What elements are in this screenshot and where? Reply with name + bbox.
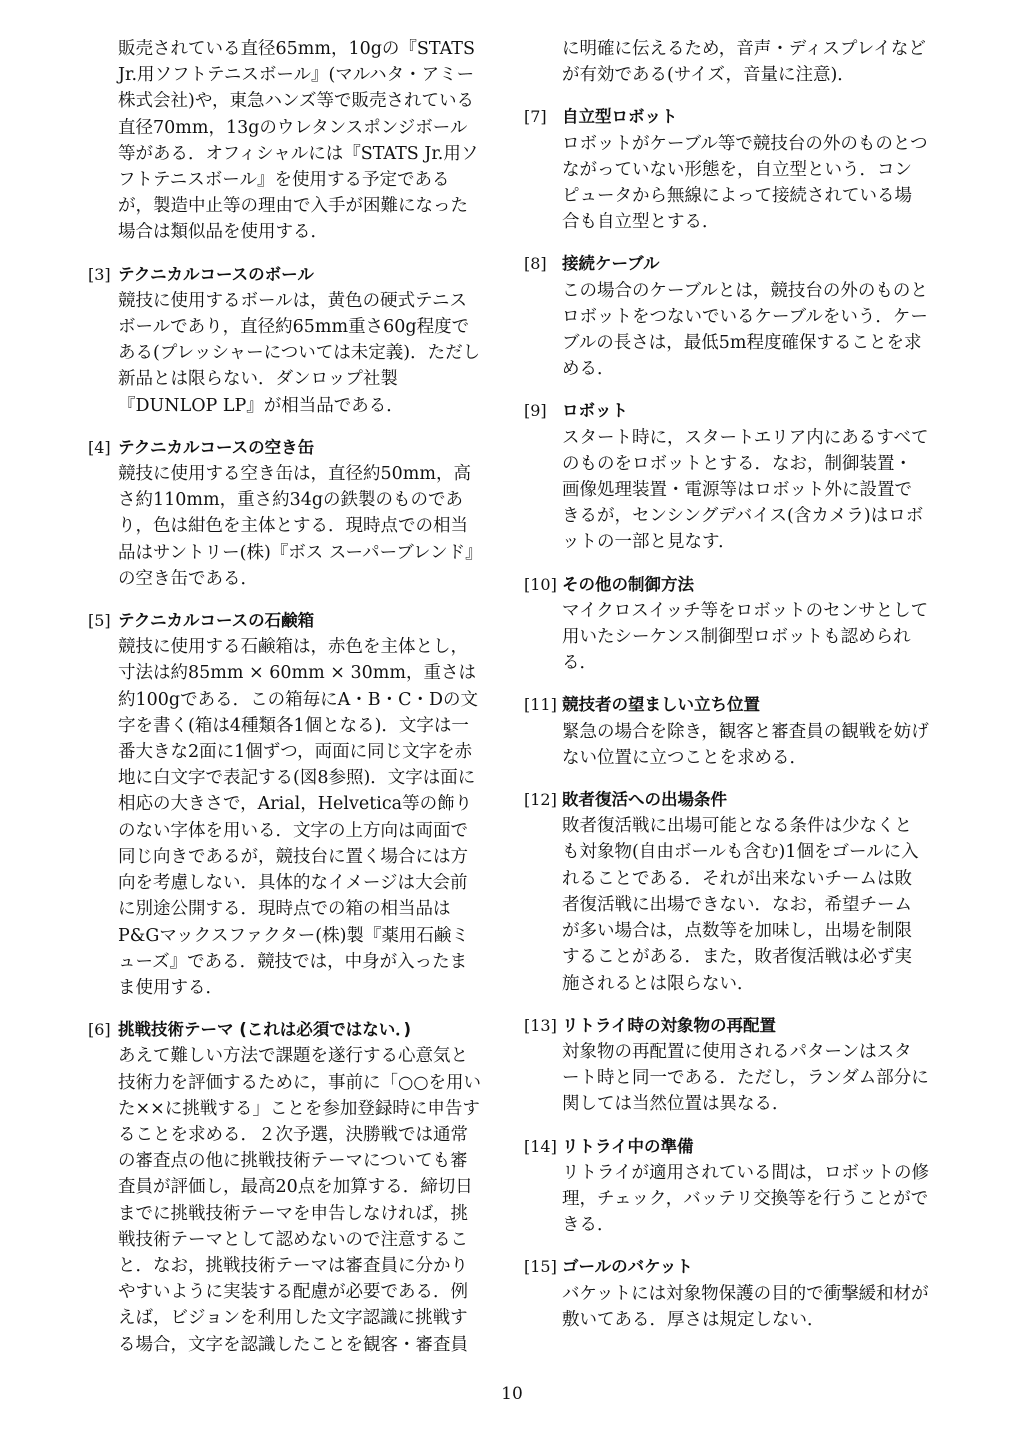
- section-header: [524, 1134, 929, 1160]
- section-header: [88, 1017, 483, 1043]
- section-10: [524, 572, 929, 677]
- section-heading: リトライ時の対象物の再配置: [562, 1015, 777, 1035]
- section-header: [524, 787, 929, 813]
- section-heading: 自立型ロボット: [562, 107, 678, 127]
- section-9: [524, 398, 929, 555]
- section-heading: 敗者復活への出場条件: [562, 790, 727, 810]
- section-14: [524, 1134, 929, 1239]
- section-heading: 競技者の望ましい立ち位置: [562, 695, 760, 715]
- continuation-paragraph: に明確に伝えるため，音声・ディスプレイなどが有効である(サイズ，音量に注意)．: [562, 39, 926, 86]
- section-number: [7]: [524, 107, 547, 127]
- section-number: [13]: [524, 1015, 557, 1035]
- section-number: [4]: [88, 437, 111, 457]
- section-number: [5]: [88, 611, 111, 631]
- section-body: この場合のケーブルとは，競技台の外のものとロボットをつないでいるケーブルをいう．ケーブルの長さは，最低5m程度確保することを求める．: [562, 280, 928, 380]
- section-body: 緊急の場合を除き，観客と審査員の観戦を妨げない位置に立つことを求める．: [562, 721, 929, 768]
- section-13: [524, 1013, 929, 1118]
- section-body: ロボットがケーブル等で競技台の外のものとつながっていない形態を，自立型という．コンピュータから無線によって接続されている場合も自立型とする．: [562, 133, 928, 233]
- section-number: [9]: [524, 401, 547, 421]
- section-number: [3]: [88, 264, 111, 284]
- section-header: [524, 104, 929, 130]
- right-column: [524, 36, 929, 1333]
- section-heading: テクニカルコースのボール: [118, 264, 314, 284]
- section-heading: その他の制御方法: [562, 574, 694, 594]
- section-heading: リトライ中の準備: [562, 1136, 694, 1156]
- section-header: [524, 572, 929, 598]
- section-15: [524, 1254, 929, 1333]
- section-header: [524, 398, 929, 424]
- section-heading: テクニカルコースの空き缶: [118, 437, 315, 457]
- section-3: [88, 262, 483, 419]
- section-header: [88, 608, 483, 634]
- section-body: バケットには対象物保護の目的で衝撃緩和材が敷いてある．厚さは規定しない．: [562, 1283, 929, 1330]
- section-4: [88, 435, 483, 592]
- left-column: [88, 36, 483, 1358]
- section-body: 競技に使用する石鹸箱は，赤色を主体とし，寸法は約85mm × 60mm × 30mm，重さは約100gである．この箱毎にA・B・C・Dの文字を書く(箱は4種類各1個となる)．文字は一番大きな2面に1個ずつ，両面に同じ文字を赤地に白文字で表記する(図8参照)．文字は面に相応の大きさで，Arial，Helvetica等の飾りのない字体を用いる．文字の上方向は両面で同じ向きであるが，競技台に置く場合には方向を考慮しない．具体的なイメージは大会前に別途公開する．現時点での箱の相当品はP&Gマックスファクター(株)製『薬用石鹸ミューズ』である．競技では，中身が入ったまま使用する．: [118, 637, 479, 998]
- section-body: 敗者復活戦に出場可能となる条件は少なくとも対象物(自由ボールも含む)1個をゴールに入れることである．それが出来ないチームは敗者復活戦に出場できない．なお，希望チームが多い場合は，点数等を加味し，出場を制限することがある．また，敗者復活戦は必ず実施されるとは限らない．: [562, 816, 919, 994]
- section-number: [6]: [88, 1020, 111, 1040]
- section-body: スタート時に，スタートエリア内にあるすべてのものをロボットとする．なお，制御装置・画像処理装置・電源等はロボット外に設置できるが，センシングデバイス(含カメラ)はロボットの一部と見なす．: [562, 427, 929, 553]
- section-header: [88, 435, 483, 461]
- section-header: [524, 251, 929, 277]
- section-header: [524, 692, 929, 718]
- section-7: [524, 104, 929, 235]
- section-body: 対象物の再配置に使用されるパターンはスタート時と同一である．ただし，ランダム部分に関しては当然位置は異なる．: [562, 1041, 929, 1115]
- section-heading: ゴールのバケット: [562, 1257, 693, 1277]
- section-header: [524, 1013, 929, 1039]
- section-heading: ロボット: [562, 401, 628, 421]
- section-body: マイクロスイッチ等をロボットのセンサとして用いたシーケンス制御型ロボットも認められる．: [562, 600, 929, 674]
- section-heading: テクニカルコースの石鹸箱: [118, 611, 315, 631]
- section-12: [524, 787, 929, 997]
- section-number: [15]: [524, 1257, 557, 1277]
- page-number: 10: [501, 1384, 523, 1404]
- section-number: [11]: [524, 695, 557, 715]
- section-number: [8]: [524, 254, 547, 274]
- section-number: [10]: [524, 574, 557, 594]
- section-number: [14]: [524, 1136, 557, 1156]
- section-11: [524, 692, 929, 771]
- section-heading: 接続ケーブル: [562, 254, 660, 274]
- section-number: [12]: [524, 790, 557, 810]
- section-heading: 挑戦技術テーマ (これは必須ではない．): [118, 1020, 412, 1040]
- section-6: [88, 1017, 483, 1358]
- section-body: リトライが適用されている間は，ロボットの修理，チェック，バッテリ交換等を行うことができる．: [562, 1162, 929, 1236]
- section-header: [88, 262, 483, 288]
- section-body: 競技に使用するボールは，黄色の硬式テニスボールであり，直径約65mm重さ60g程度である(プレッシャーについては未定義)．ただし新品とは限らない．ダンロップ社製『DUNLOP LP』が相当品である．: [118, 290, 481, 416]
- section-8: [524, 251, 929, 382]
- section-body: 競技に使用する空き缶は，直径約50mm，高さ約110mm，重さ約34gの鉄製のものであり，色は紺色を主体とする．現時点での相当品はサントリー(株)『ボス スーパーブレンド』の空き缶である．: [118, 464, 483, 589]
- continuation-paragraph: 販売されている直径65mm，10gの『STATS Jr.用ソフトテニスボール』(マルハタ・アミー株式会社)や，東急ハンズ等で販売されている直径70mm，13gのウレタンスポンジボール等がある．オフィシャルには『STATS Jr.用ソフトテニスボール』を使用する予定であるが，製造中止等の理由で入手が困難になった場合は類似品を使用する．: [118, 39, 479, 243]
- section-header: [524, 1254, 929, 1280]
- section-body: あえて難しい方法で課題を遂行する心意気と技術力を評価するために，事前に「○○を用いた××に挑戦する」ことを参加登録時に申告することを求める．２次予選，決勝戦では通常の審査点の他に挑戦技術テーマについても審査員が評価し，最高20点を加算する．締切日までに挑戦技術テーマを申告しなければ，挑戦技術テーマとして認めないので注意すること．なお，挑戦技術テーマは審査員に分かりやすいように実装する配慮が必要である．例えば，ビジョンを利用した文字認識に挑戦する場合，文字を認識したことを観客・審査員: [118, 1046, 482, 1355]
- section-5: [88, 608, 483, 1001]
